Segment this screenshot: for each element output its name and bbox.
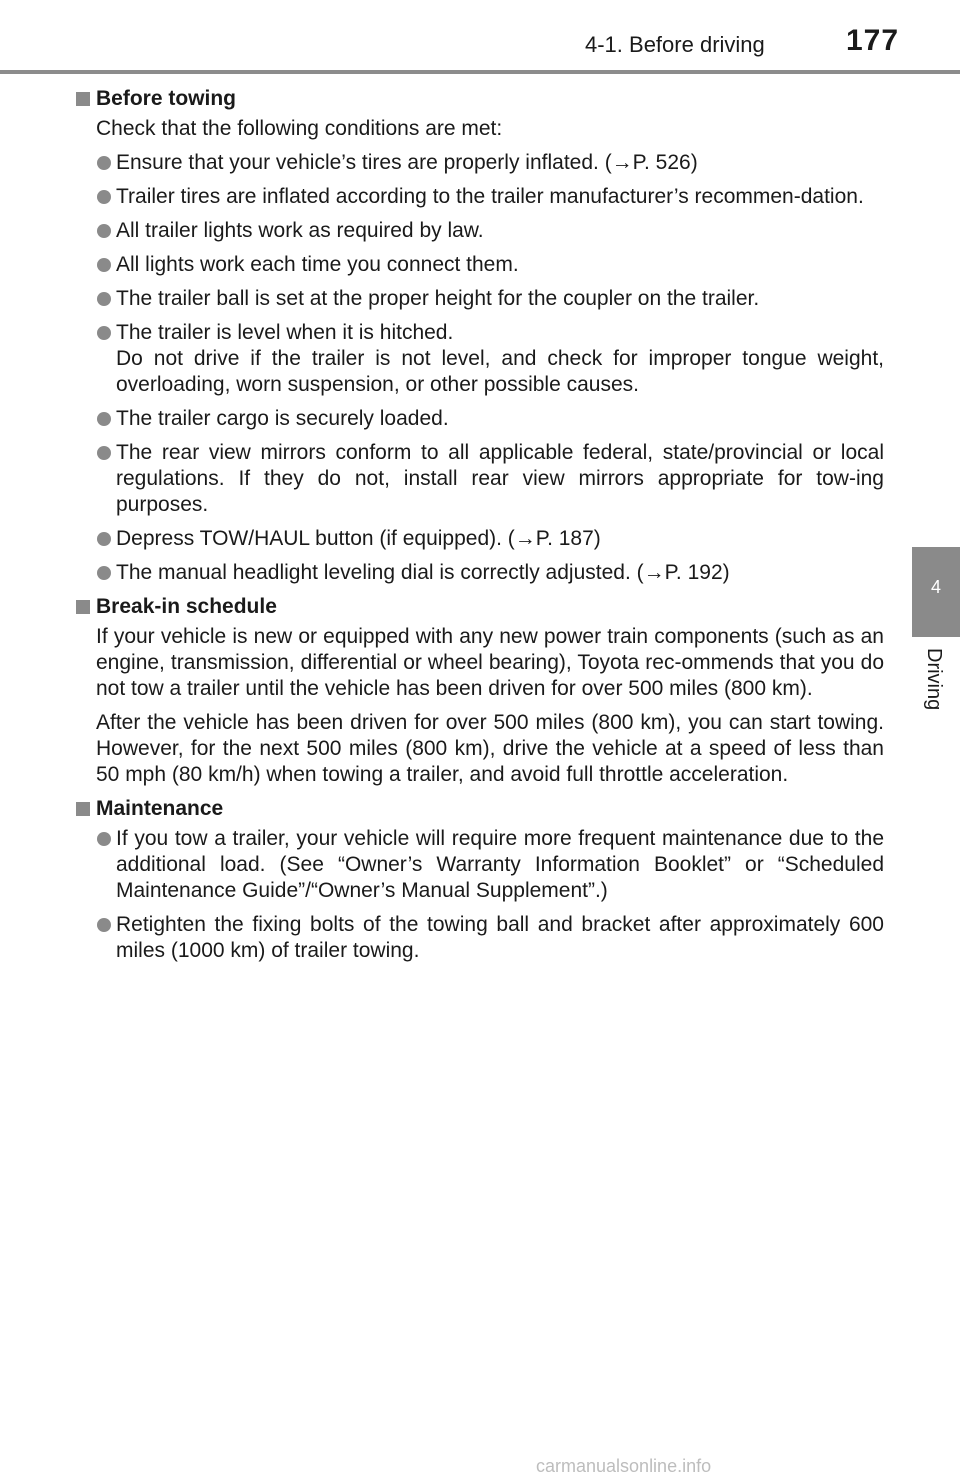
section-heading: Before towing (76, 86, 884, 112)
bullet-dot-icon (97, 832, 111, 846)
square-marker-icon (76, 600, 90, 614)
bullet-dot-icon (97, 566, 111, 580)
list-item: The manual headlight leveling dial is correctly adjusted. (→P. 192) (76, 560, 884, 586)
square-marker-icon (76, 802, 90, 816)
list-item: All trailer lights work as required by law. (76, 218, 884, 244)
page-content (76, 86, 884, 972)
bullet-dot-icon (97, 258, 111, 272)
chapter-tab (912, 547, 960, 637)
watermark: carmanualsonline.info (536, 1456, 712, 1476)
paragraph: After the vehicle has been driven for over 500 miles (800 km), you can start towing. However, for the next 500 miles (800 km), drive the vehicle at a speed of less than 50 mph (80 km/h) when towing a trailer, and avoid full throttle acceleration. (96, 711, 884, 786)
bullet-dot-icon (97, 292, 111, 306)
list-item: The rear view mirrors conform to all applicable federal, state/provincial or local regulations. If they do not, install rear view mirrors appropriate for tow-ing purposes. (76, 440, 884, 518)
header-rule (0, 70, 960, 74)
paragraph: If your vehicle is new or equipped with any new power train components (such as an engine, transmission, differential or wheel bearing), Toyota rec-ommends that you do not tow a trailer until the vehicle has been driven for over 500 miles (800 km). (96, 625, 884, 700)
bullet-dot-icon (97, 446, 111, 460)
list-item: Ensure that your vehicle’s tires are properly inflated. (→P. 526) (76, 150, 884, 176)
bullet-dot-icon (97, 156, 111, 170)
list-item: Trailer tires are inflated according to the trailer manufacturer’s recommen-dation. (76, 184, 884, 210)
bullet-dot-icon (97, 532, 111, 546)
list-item: The trailer is level when it is hitched. Do not drive if the trailer is not level, and check for improper tongue weight, overloading, worn suspension, or other possible causes. (76, 320, 884, 398)
bullet-dot-icon (97, 412, 111, 426)
bullet-dot-icon (97, 918, 111, 932)
page-number: 177 (846, 24, 900, 57)
section-intro: Check that the following conditions are met: (96, 117, 503, 140)
bullet-dot-icon (97, 190, 111, 204)
section-break-in-schedule (76, 594, 884, 788)
section-maintenance (76, 796, 884, 964)
list-item: Retighten the fixing bolts of the towing ball and bracket after approximately 600 miles (1000 km) of trailer towing. (76, 912, 884, 964)
list-item: The trailer ball is set at the proper height for the coupler on the trailer. (76, 286, 884, 312)
chapter-number: 4 (930, 577, 941, 597)
list-item: If you tow a trailer, your vehicle will require more frequent maintenance due to the additional load. (See “Owner’s Warranty Information Booklet” or “Scheduled Maintenance Guide”/“Owner’s Manual Supplement”.) (76, 826, 884, 904)
chapter-label: Driving (923, 648, 945, 711)
section-before-towing (76, 86, 884, 586)
list-item: The trailer cargo is securely loaded. (76, 406, 884, 432)
bullet-dot-icon (97, 326, 111, 340)
section-heading: Break-in schedule (76, 594, 884, 620)
list-item: Depress TOW/HAUL button (if equipped). (→P. 187) (76, 526, 884, 552)
square-marker-icon (76, 92, 90, 106)
section-label: 4-1. Before driving (585, 32, 765, 57)
list-item: All lights work each time you connect them. (76, 252, 884, 278)
bullet-dot-icon (97, 224, 111, 238)
section-heading: Maintenance (76, 796, 884, 822)
